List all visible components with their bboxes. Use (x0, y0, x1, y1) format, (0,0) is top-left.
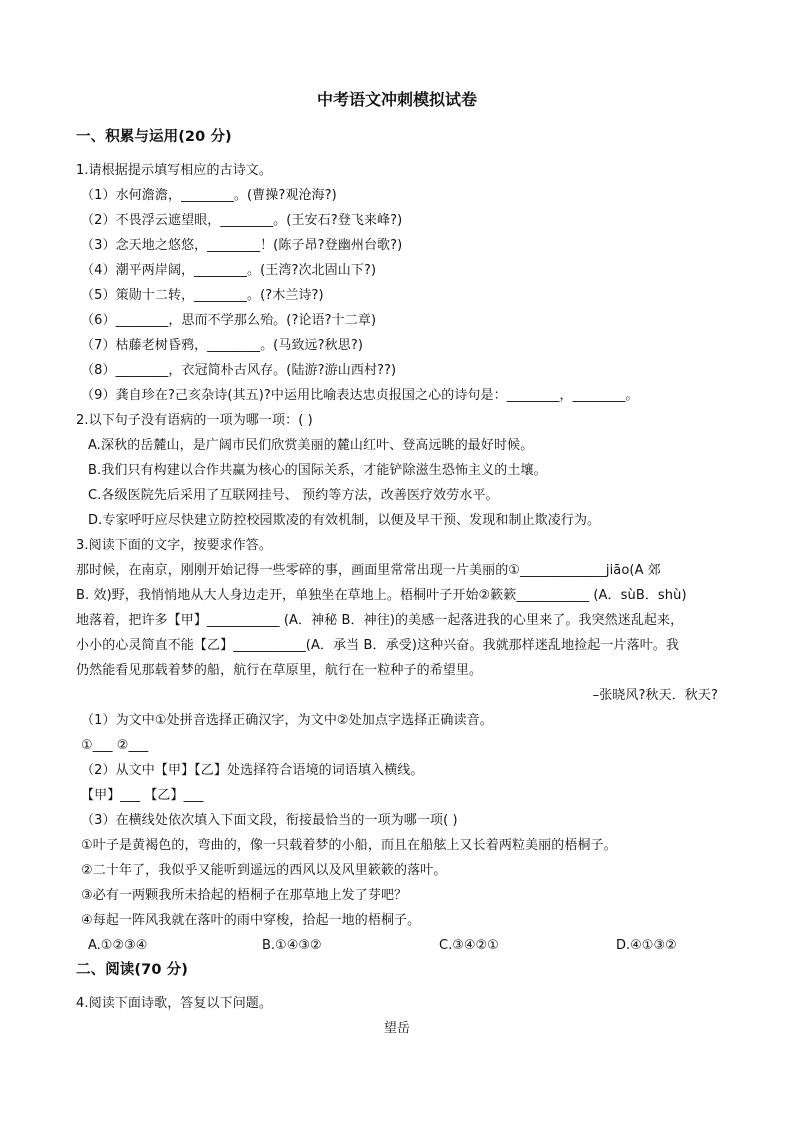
question-2-option-c: C.各级医院先后采用了互联网挂号、 预约等方法，改善医疗效劳水平。 (88, 488, 499, 503)
sentence-item: ③必有一两颗我所未拾起的梧桐子在那草地上发了芽吧？ (81, 888, 408, 903)
question-1-item: （1）水何澹澹，________。(曹操?观沧海?) (81, 188, 337, 203)
choice-d: D.④①③② (616, 938, 677, 953)
question-2-option-d: D.专家呼吁应尽快建立防控校园欺凌的有效机制，以便及早干预、发现和制止欺凌行为。 (88, 513, 601, 528)
section-heading-1: 一、积累与运用(20 分) (76, 129, 232, 145)
poem-title: 望岳 (383, 1021, 411, 1036)
question-1-item: （3）念天地之悠悠，________！(陈子昂?登幽州台歌?) (81, 238, 403, 253)
question-1-item: （7）枯藤老树昏鸦，________。(马致远?秋思?) (81, 338, 364, 353)
passage-line: 那时候，在南京，刚刚开始记得一些零碎的事，画面里常常出现一片美丽的①_____________jiāo(A 郊 (76, 563, 661, 578)
passage-line: 地落着，把许多【甲】___________ (A．神秘 B．神往)的美感一起落进我的心里来了。我突然迷乱起来， (76, 613, 684, 628)
choice-c: C.③④②① (439, 938, 499, 953)
sentence-item: ②二十年了，我似乎又能听到遥远的西风以及风里簌簌的落叶。 (81, 863, 447, 878)
sentence-item: ④每起一阵风我就在落叶的雨中穿梭，拾起一地的梧桐子。 (81, 913, 421, 928)
subquestion-1: （1）为文中①处拼音选择正确汉字，为文中②处加点字选择正确读音。 (81, 713, 493, 728)
sentence-item: ①叶子是黄褐色的，弯曲的，像一只载着梦的小船，而且在船舷上又长着两粒美丽的梧桐子。 (81, 838, 617, 853)
choice-b: B.①④③② (262, 938, 322, 953)
passage-source: –张晓风?秋天．秋天? (592, 688, 718, 703)
question-2-option-b: B.我们只有构建以合作共赢为核心的国际关系，才能铲除滋生恐怖主义的土壤。 (88, 463, 547, 478)
passage-line: 小小的心灵简直不能【乙】___________(A．承当 B．承受)这种兴奋。我就那样迷乱地捡起一片落叶。我 (76, 638, 679, 653)
subquestion-1-blanks: ①___ ②___ (81, 738, 149, 753)
question-1-item: （2）不畏浮云遮望眼，________。(王安石?登飞来峰?) (81, 213, 403, 228)
subquestion-2-blanks: 【甲】___ 【乙】___ (81, 788, 204, 803)
choice-a: A.①②③④ (88, 938, 148, 953)
question-2-option-a: A.深秋的岳麓山，是广阔市民们欣赏美丽的麓山红叶、登高远眺的最好时候。 (88, 438, 534, 453)
passage-line: 仍然能看见那载着梦的船，航行在草原里，航行在一粒种子的希望里。 (76, 663, 483, 678)
section-heading-2: 二、阅读(70 分) (76, 962, 188, 978)
page-title: 中考语文冲刺模拟试卷 (316, 90, 477, 109)
question-1-stem: 1.请根据提示填写相应的古诗文。 (76, 163, 273, 178)
question-3-stem: 3.阅读下面的文字，按要求作答。 (76, 538, 273, 553)
question-1-item: （5）策勋十二转，________。(?木兰诗?) (81, 288, 324, 303)
question-1-item: （6）________，思而不学那么殆。(?论语?十二章) (81, 313, 377, 328)
question-2-stem: 2.以下句子没有语病的一项为哪一项：( ) (76, 413, 313, 428)
question-1-item: （9）龚自珍在?己亥杂诗(其五)?中运用比喻表达忠贞报国之心的诗句是：________，________。 (81, 388, 639, 403)
subquestion-3: （3）在横线处依次填入下面文段，衔接最恰当的一项为哪一项( ) (81, 813, 458, 828)
question-4-stem: 4.阅读下面诗歌，答复以下问题。 (76, 996, 273, 1011)
subquestion-2: （2）从文中【甲】【乙】处选择符合语境的词语填入横线。 (81, 763, 424, 778)
question-1-item: （8）________，衣冠简朴古风存。(陆游?游山西村??) (81, 363, 397, 378)
passage-line: B. 效)野，我悄悄地从大人身边走开，单独坐在草地上。梧桐叶子开始②簌簌___________ (A．sùB．shù) (76, 588, 687, 603)
question-1-item: （4）潮平两岸阔，________。(王湾?次北固山下?) (81, 263, 377, 278)
